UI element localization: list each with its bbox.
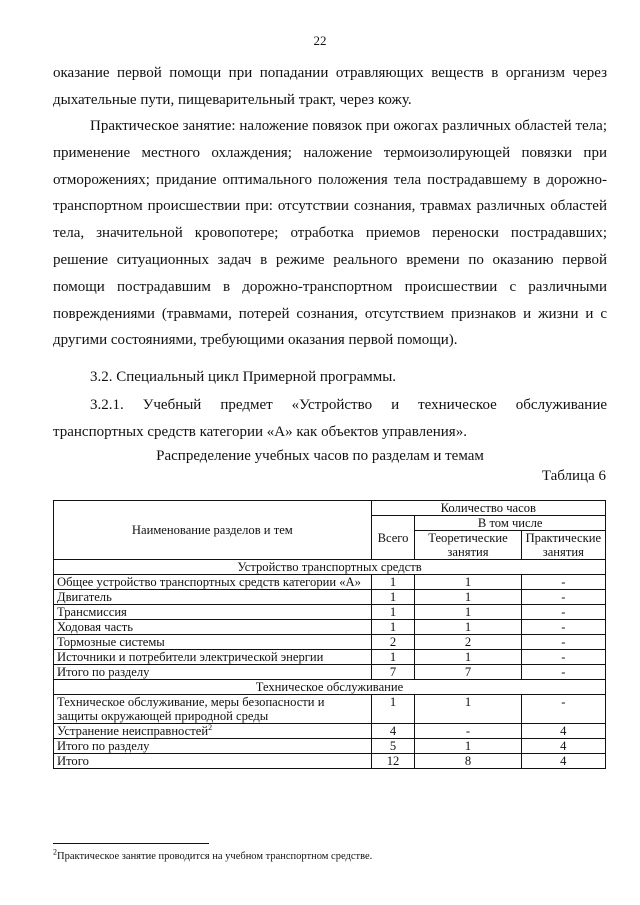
row-theory: 1 — [415, 650, 521, 665]
header-name: Наименование разделов и тем — [54, 501, 372, 560]
row-total: 1 — [371, 575, 415, 590]
row-theory: 1 — [415, 575, 521, 590]
section-total-row — [54, 739, 606, 754]
header-including: В том числе — [415, 516, 606, 531]
row-theory: 1 — [415, 590, 521, 605]
footnote-mark: 2 — [53, 847, 57, 857]
paragraph-first-aid-poisoning: оказание первой помощи при попадании отравляющих веществ в организм через дыхательные пути, пищеварительный тракт, через кожу. — [53, 65, 607, 108]
row-name: Итого по разделу — [54, 739, 372, 754]
row-name: Техническое обслуживание, меры безопасности и защиты окружающей природной среды — [54, 695, 372, 724]
row-theory: 8 — [415, 754, 521, 769]
row-practice: 4 — [521, 754, 605, 769]
table-caption: Распределение учебных часов по разделам и темам — [156, 448, 484, 464]
row-total: 1 — [371, 620, 415, 635]
section-row — [54, 680, 606, 695]
table-row — [54, 575, 606, 590]
row-theory: 1 — [415, 605, 521, 620]
row-practice: - — [521, 605, 605, 620]
row-practice: - — [521, 650, 605, 665]
hours-table — [53, 500, 606, 769]
table-row — [54, 635, 606, 650]
row-practice: - — [521, 695, 605, 724]
row-total: 5 — [371, 739, 415, 754]
row-total: 12 — [371, 754, 415, 769]
section-row — [54, 560, 606, 575]
header-total: Всего — [371, 516, 415, 560]
paragraph-subject: 3.2.1. Учебный предмет «Устройство и техническое обслуживание транспортных средств категории «А» как объектов управления». — [53, 397, 607, 440]
header-theory: Теоретические занятия — [415, 531, 521, 560]
row-practice: 4 — [521, 739, 605, 754]
footnote-text: Практическое занятие проводится на учебном транспортном средстве. — [57, 851, 373, 862]
row-practice: - — [521, 665, 605, 680]
footnote — [53, 847, 373, 862]
row-name: Трансмиссия — [54, 605, 372, 620]
row-theory: 1 — [415, 695, 521, 724]
row-total: 1 — [371, 590, 415, 605]
section-total-row — [54, 665, 606, 680]
row-name: Ходовая часть — [54, 620, 372, 635]
row-total: 4 — [371, 724, 415, 739]
row-practice: - — [521, 575, 605, 590]
row-total: 1 — [371, 650, 415, 665]
paragraph-special-cycle: 3.2. Специальный цикл Примерной программы. — [90, 369, 397, 385]
table-header — [54, 501, 606, 560]
row-theory: 2 — [415, 635, 521, 650]
row-theory: 1 — [415, 620, 521, 635]
section-title: Техническое обслуживание — [54, 680, 606, 695]
table-row — [54, 724, 606, 739]
table-label: Таблица 6 — [541, 468, 606, 484]
table-row — [54, 590, 606, 605]
row-name: Итого по разделу — [54, 665, 372, 680]
row-name: Источники и потребители электрической энергии — [54, 650, 372, 665]
row-name: Общее устройство транспортных средств категории «А» — [54, 575, 372, 590]
row-name: Двигатель — [54, 590, 372, 605]
row-name-with-footnote — [54, 724, 372, 739]
row-total: 1 — [371, 605, 415, 620]
row-name: Тормозные системы — [54, 635, 372, 650]
header-hours: Количество часов — [371, 501, 605, 516]
row-theory: - — [415, 724, 521, 739]
table-row — [54, 650, 606, 665]
table-row — [54, 620, 606, 635]
row-practice: - — [521, 620, 605, 635]
row-name: Итого — [54, 754, 372, 769]
table-row — [54, 605, 606, 620]
row-theory: 1 — [415, 739, 521, 754]
row-name: Устранение неисправностей — [57, 724, 209, 738]
row-practice: - — [521, 590, 605, 605]
row-total: 2 — [371, 635, 415, 650]
row-practice: 4 — [521, 724, 605, 739]
grand-total-row — [54, 754, 606, 769]
footnote-ref: 2 — [208, 722, 213, 732]
header-practice: Практические занятия — [521, 531, 605, 560]
row-total: 7 — [371, 665, 415, 680]
footnote-divider — [53, 843, 209, 844]
table-row — [54, 695, 606, 724]
section-title: Устройство транспортных средств — [54, 560, 606, 575]
page-number: 22 — [313, 33, 327, 48]
row-theory: 7 — [415, 665, 521, 680]
paragraph-practical-lesson: Практическое занятие: наложение повязок при ожогах различных областей тела; применение местного охлаждения; наложение термоизолирующей повязки при отморожениях; придание оптимального положения тела пострадавшему в дорожно-транспортном происшествии при: отсутствии сознания, травмах различных областей тела, значительной кровопотере; отработка приемов переноски пострадавших; решение ситуационных задач в режиме реального времени по оказанию первой помощи пострадавшим в дорожно-транспортном происшествии с различными повреждениями (травмами, потерей сознания, отсутствием признаков и жизни и с другими состояниями, требующими оказания первой помощи). — [53, 118, 607, 349]
row-total: 1 — [371, 695, 415, 724]
row-practice: - — [521, 635, 605, 650]
